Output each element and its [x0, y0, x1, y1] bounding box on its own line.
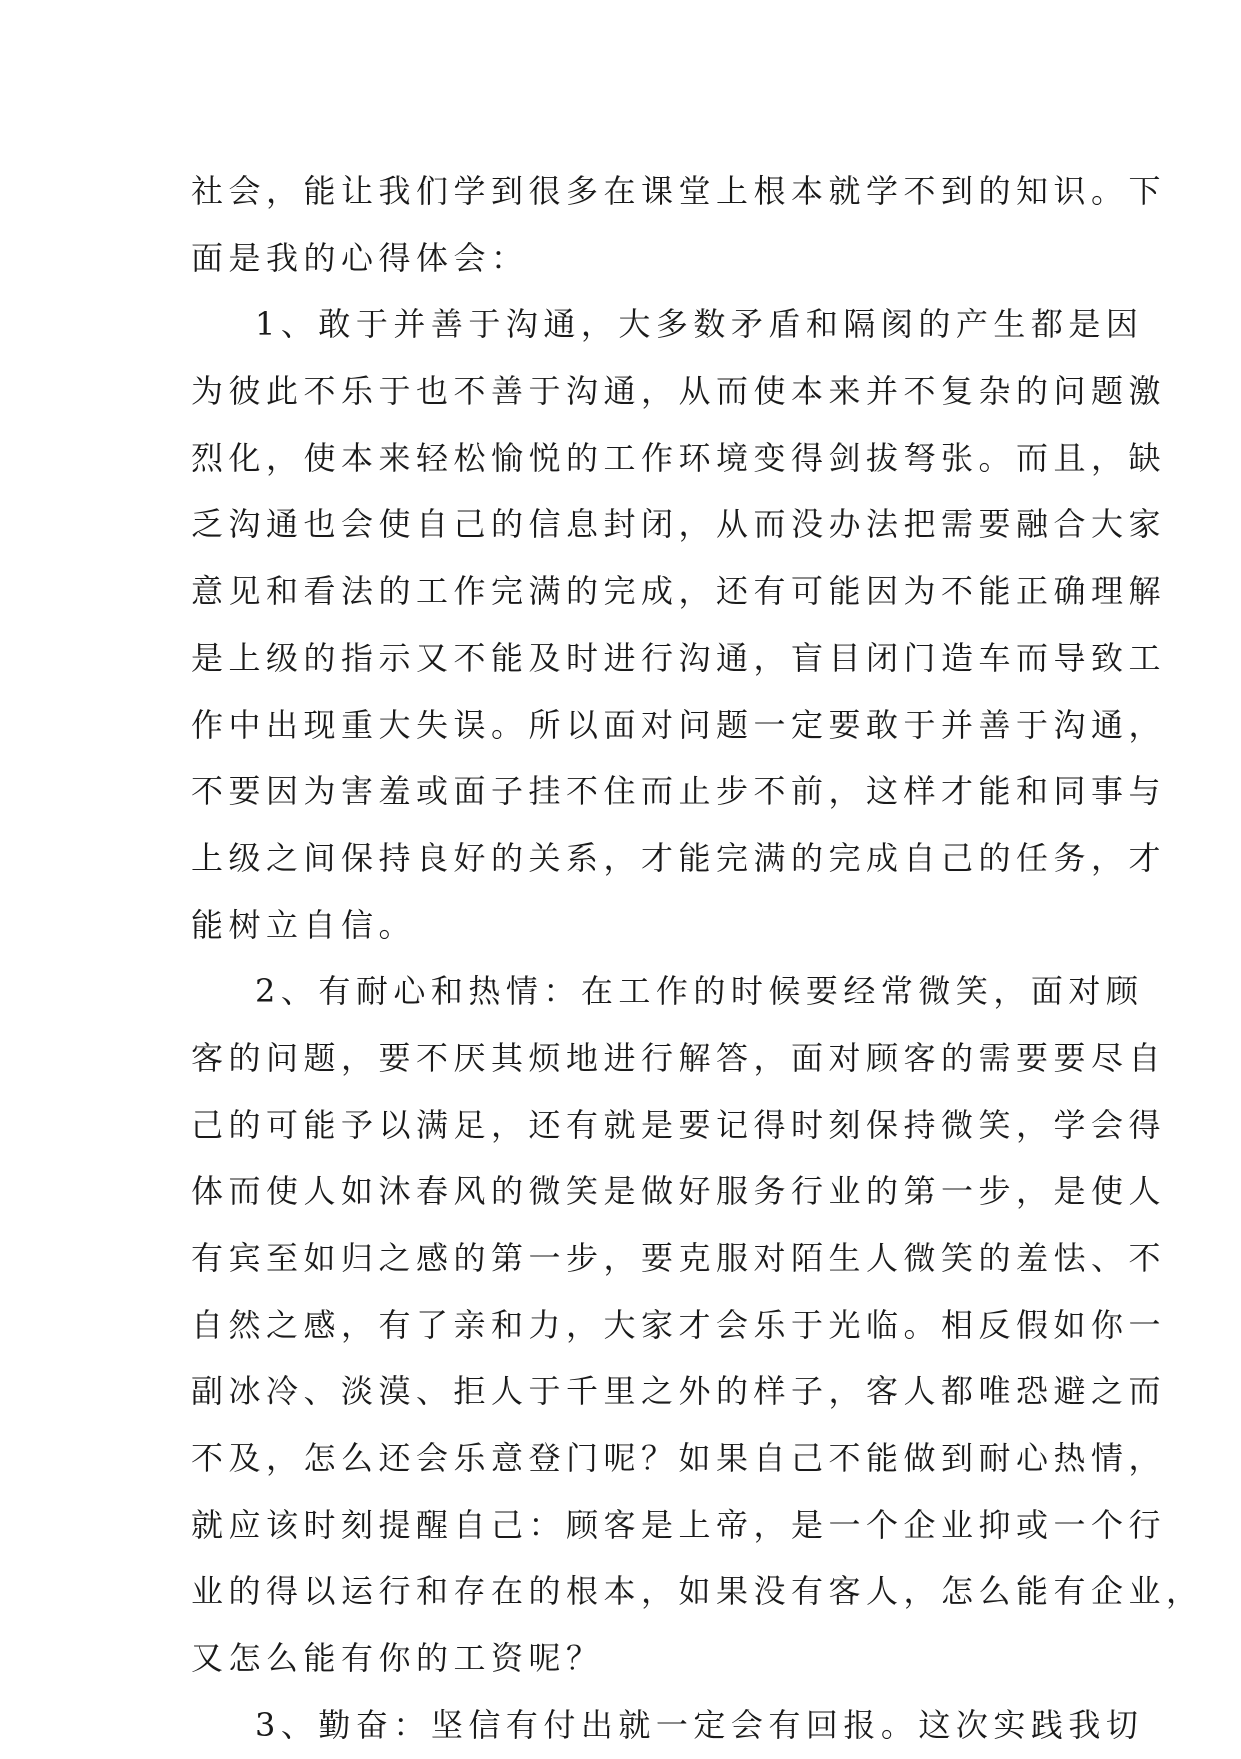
text-line-3: 1、敢于并善于沟通，大多数矛盾和隔阂的产生都是因 — [255, 305, 1144, 344]
text-line-24: 3、勤奋：坚信有付出就一定会有回报。这次实践我切 — [255, 1705, 1144, 1744]
text-line-10: 不要因为害羞或面子挂不住而止步不前，这样才能和同事与 — [191, 772, 1167, 811]
text-line-6: 乏沟通也会使自己的信息封闭，从而没办法把需要融合大家 — [191, 505, 1167, 544]
text-line-17: 有宾至如归之感的第一步，要克服对陌生人微笑的羞怯、不 — [191, 1239, 1167, 1277]
text-line-5: 烈化，使本来轻松愉悦的工作环境变得剑拔弩张。而且，缺 — [191, 438, 1167, 477]
text-line-21: 就应该时刻提醒自己：顾客是上帝，是一个企业抑或一个行 — [191, 1505, 1167, 1544]
text-line-11: 上级之间保持良好的关系，才能完满的完成自己的任务，才 — [191, 838, 1167, 877]
text-line-16: 体而使人如沐春风的微笑是做好服务行业的第一步，是使人 — [191, 1172, 1167, 1211]
text-line-2: 面是我的心得体会： — [191, 238, 529, 277]
text-line-1: 社会，能让我们学到很多在课堂上根本就学不到的知识。下 — [191, 172, 1167, 210]
text-line-18: 自然之感，有了亲和力，大家才会乐于光临。相反假如你一 — [191, 1305, 1167, 1344]
text-line-14: 客的问题，要不厌其烦地进行解答，面对顾客的需要要尽自 — [191, 1038, 1167, 1077]
text-line-12: 能树立自信。 — [191, 905, 417, 944]
text-line-20: 不及，怎么还会乐意登门呢？如果自己不能做到耐心热情， — [191, 1439, 1167, 1478]
text-line-22: 业的得以运行和存在的根本，如果没有客人，怎么能有企业， — [191, 1572, 1204, 1611]
text-line-9: 作中出现重大失误。所以面对问题一定要敢于并善于沟通， — [191, 705, 1167, 744]
text-line-4: 为彼此不乐于也不善于沟通，从而使本来并不复杂的问题激 — [191, 372, 1167, 411]
body-text — [191, 158, 1204, 1759]
text-line-7: 意见和看法的工作完满的完成，还有可能因为不能正确理解 — [191, 572, 1167, 611]
text-line-19: 副冰冷、淡漠、拒人于千里之外的样子，客人都唯恐避之而 — [191, 1372, 1167, 1411]
text-line-23: 又怎么能有你的工资呢？ — [191, 1639, 604, 1678]
text-line-13: 2、有耐心和热情：在工作的时候要经常微笑，面对顾 — [255, 972, 1144, 1011]
text-line-15: 己的可能予以满足，还有就是要记得时刻保持微笑，学会得 — [191, 1105, 1167, 1144]
text-line-8: 是上级的指示又不能及时进行沟通，盲目闭门造车而导致工 — [191, 638, 1167, 677]
